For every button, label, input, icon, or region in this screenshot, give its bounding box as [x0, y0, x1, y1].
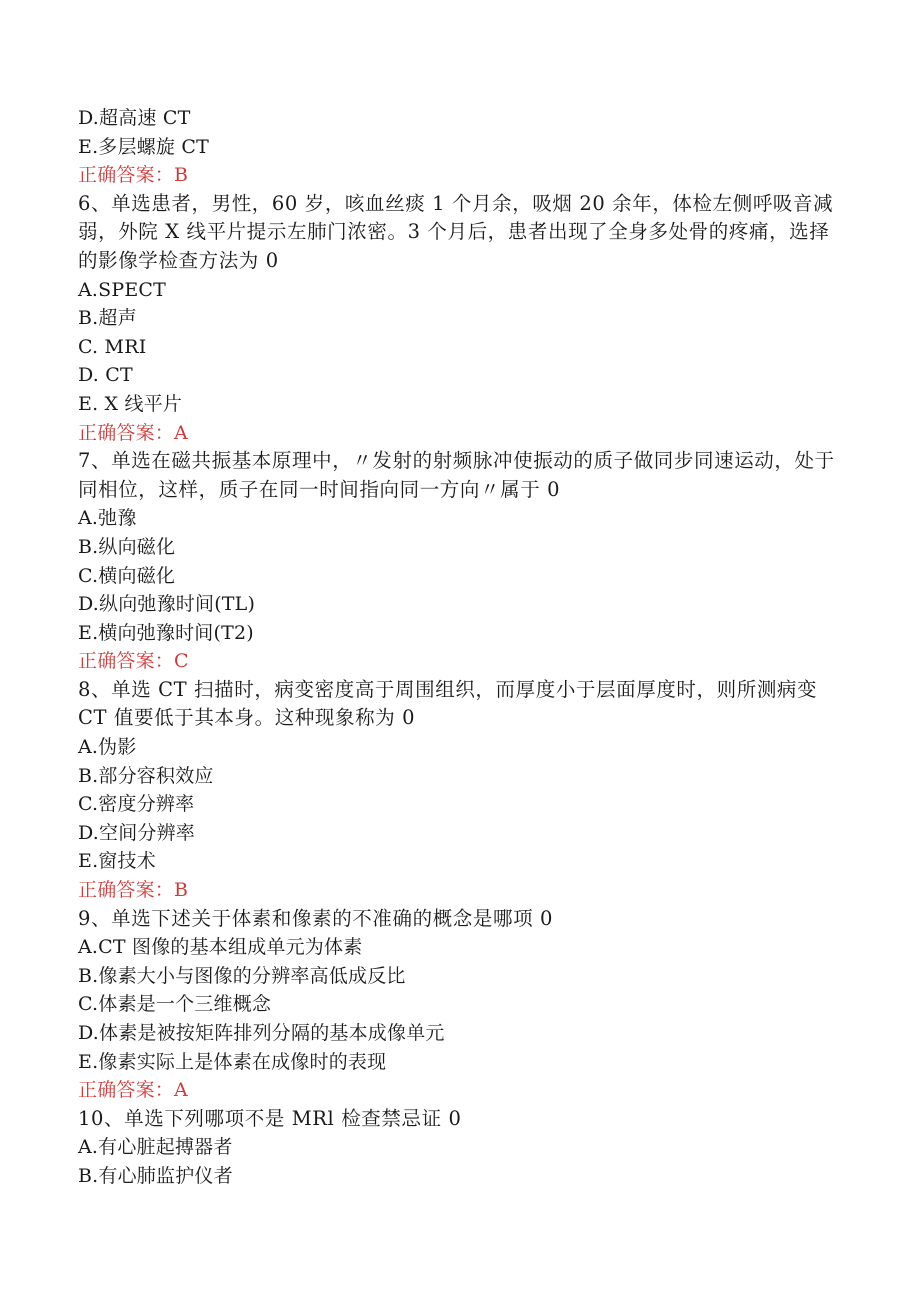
option-line: D. CT	[78, 364, 133, 387]
option-line: B.超声	[78, 307, 137, 330]
option-line: A.伪影	[78, 736, 137, 759]
option-line: D.纵向弛豫时间(TL)	[78, 593, 256, 616]
question-8	[78, 676, 848, 905]
option-line: B.像素大小与图像的分辨率高低成反比	[78, 964, 406, 987]
document-page	[78, 104, 848, 1191]
answer-line: 正确答案：B	[78, 879, 189, 902]
question-10	[78, 1105, 848, 1191]
option-line: D.体素是被按矩阵排列分隔的基本成像单元	[78, 1022, 445, 1044]
option-line: B.有心肺监护仪者	[78, 1164, 233, 1187]
option-line: B.纵向磁化	[78, 535, 176, 558]
question-text: 8、单选 CT 扫描时，病变密度高于周围组织，而厚度小于层面厚度时，则所测病变 CT 值要低于其本身。这种现象称为 0	[78, 677, 818, 730]
option-line: E.像素实际上是体素在成像时的表现	[78, 1050, 387, 1073]
option-line: D.空间分辨率	[78, 821, 195, 844]
option-line: A.弛豫	[78, 507, 137, 530]
answer-line: 正确答案：A	[78, 1079, 188, 1102]
option-line: C. MRI	[78, 335, 147, 358]
answer-line: 正确答案：B	[78, 164, 189, 187]
question-7	[78, 447, 848, 676]
option-line: A.SPECT	[78, 278, 167, 301]
option-line: E.横向弛豫时间(T2)	[78, 621, 254, 644]
answer-line: 正确答案：A	[78, 421, 188, 444]
answer-line: 正确答案：C	[78, 650, 189, 673]
option-line: D.超高速 CT	[78, 107, 191, 129]
question-text: 9、单选下述关于体素和像素的不准确的概念是哪项 0	[78, 906, 554, 930]
question-9	[78, 905, 848, 1105]
option-line: A.有心脏起搏器者	[78, 1136, 233, 1159]
option-line: E.多层螺旋 CT	[78, 135, 209, 158]
option-line: E. X 线平片	[78, 392, 183, 415]
question-text: 10、单选下列哪项不是 MRl 检查禁忌证 0	[78, 1106, 462, 1130]
question-text: 6、单选患者，男性，60 岁，咳血丝痰 1 个月余，吸烟 20 余年，体检左侧呼吸音减弱，外院 X 线平片提示左肺门浓密。3 个月后，患者出现了全身多处骨的疼痛，选择的影像学检查方法为 0	[78, 191, 834, 272]
lead-options	[78, 104, 848, 190]
question-6	[78, 190, 848, 447]
option-line: E.窗技术	[78, 850, 156, 873]
option-line: C.横向磁化	[78, 564, 176, 587]
question-text: 7、单选在磁共振基本原理中，〃发射的射频脉冲使振动的质子做同步同速运动，处于同相位，这样，质子在同一时间指向同一方向〃属于 0	[78, 449, 835, 501]
option-line: C.体素是一个三维概念	[78, 993, 272, 1016]
option-line: A.CT 图像的基本组成单元为体素	[78, 936, 363, 959]
option-line: C.密度分辨率	[78, 793, 195, 816]
option-line: B.部分容积效应	[78, 764, 214, 787]
